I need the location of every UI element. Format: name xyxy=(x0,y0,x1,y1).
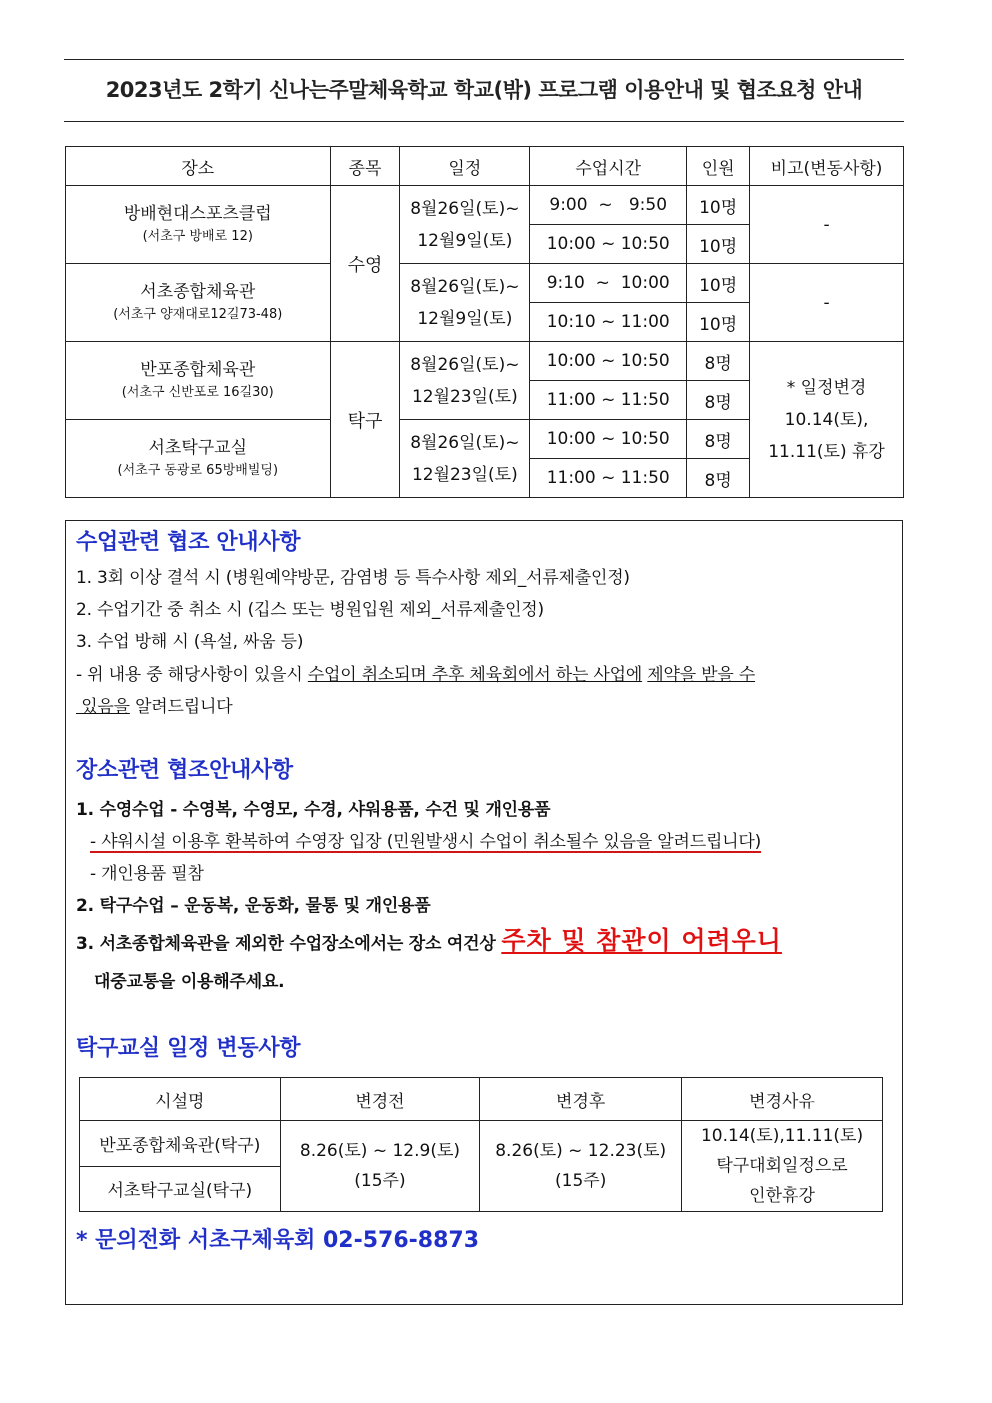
count-cell: 10명 xyxy=(687,264,750,303)
time-cell: 10:00 ~ 10:50 xyxy=(530,225,687,264)
date-end: 12월23일(토) xyxy=(411,386,518,407)
change-header-row xyxy=(80,1078,883,1121)
count-cell: 8명 xyxy=(687,420,750,459)
count-cell: 10명 xyxy=(687,186,750,225)
facility-cell: 서초탁구교실(탁구) xyxy=(80,1166,281,1212)
date-start: 8월26일(토)~ xyxy=(410,276,520,297)
date-end: 12월23일(토) xyxy=(411,464,518,485)
place-cell xyxy=(66,342,331,420)
note-cell: - xyxy=(750,186,904,264)
place-cell xyxy=(66,264,331,342)
place-name: 서초탁구교실 xyxy=(148,437,248,458)
date-start: 8월26일(토)~ xyxy=(410,354,520,375)
after-weeks: (15주) xyxy=(555,1171,607,1191)
place-name: 방배현대스포츠클럽 xyxy=(123,203,272,224)
before-cell xyxy=(280,1121,480,1212)
parking-warning: 주차 및 참관이 어려우니 xyxy=(501,926,782,955)
note-cell: - xyxy=(750,264,904,342)
header-dates: 일정 xyxy=(400,147,530,186)
place-address: (서초구 신반포로 16길30) xyxy=(121,384,274,400)
place-address: (서초구 양재대로12길73-48) xyxy=(113,306,283,322)
after-cell xyxy=(480,1121,682,1212)
facility-cell: 반포종합체육관(탁구) xyxy=(80,1121,281,1167)
place-notice-item xyxy=(76,921,782,957)
place-cell xyxy=(66,420,331,498)
dates-cell xyxy=(400,186,530,264)
reason-line: 인한휴강 xyxy=(749,1186,815,1206)
time-cell: 9:10 ~ 10:00 xyxy=(530,264,687,303)
count-cell: 8명 xyxy=(687,342,750,381)
place-name: 서초종합체육관 xyxy=(140,281,256,302)
place-notice-subitem: - 개인용품 필참 xyxy=(90,864,204,884)
warning-underlined: 수업이 취소되며 추후 체육회에서 하는 사업에 xyxy=(307,665,643,685)
dates-cell xyxy=(400,342,530,420)
parking-prefix: 3. 서초종합체육관을 제외한 수업장소에서는 장소 여건상 xyxy=(76,934,502,954)
date-start: 8월26일(토)~ xyxy=(410,198,520,219)
date-end: 12월9일(토) xyxy=(417,308,513,329)
note-line: * 일정변경 xyxy=(786,377,867,398)
reason-cell xyxy=(682,1121,883,1212)
schedule-header-row xyxy=(66,147,904,186)
before-weeks: (15주) xyxy=(354,1171,406,1191)
date-end: 12월9일(토) xyxy=(417,230,513,251)
place-address: (서초구 방배로 12) xyxy=(142,228,253,244)
place-name: 반포종합체육관 xyxy=(140,359,256,380)
count-cell: 10명 xyxy=(687,225,750,264)
after-range: 8.26(토) ~ 12.23(토) xyxy=(495,1141,667,1161)
header-before: 변경전 xyxy=(280,1078,480,1121)
place-notice-item: 1. 수영수업 - 수영복, 수영모, 수경, 샤워용품, 수건 및 개인용품 xyxy=(76,800,551,820)
time-cell: 9:00 ~ 9:50 xyxy=(530,186,687,225)
place-notice-subitem xyxy=(90,827,761,852)
time-cell: 10:10 ~ 11:00 xyxy=(530,303,687,342)
class-notice-warning xyxy=(76,659,896,723)
change-notice-heading: 탁구교실 일정 변동사항 xyxy=(76,1036,301,1061)
top-rule xyxy=(64,59,904,60)
place-notice-heading: 장소관련 협조안내사항 xyxy=(76,758,293,783)
place-notice-item: 2. 탁구수업 – 운동복, 운동화, 물통 및 개인용품 xyxy=(76,896,431,916)
dates-cell xyxy=(400,420,530,498)
reason-line: 탁구대회일정으로 xyxy=(716,1156,848,1176)
before-range: 8.26(토) ~ 12.9(토) xyxy=(299,1141,461,1161)
time-cell: 11:00 ~ 11:50 xyxy=(530,381,687,420)
header-note: 비고(변동사항) xyxy=(750,147,904,186)
title-rule xyxy=(64,121,904,122)
date-start: 8월26일(토)~ xyxy=(410,432,520,453)
time-cell: 10:00 ~ 10:50 xyxy=(530,420,687,459)
warning-underlined: 제약을 받을 수 xyxy=(647,665,756,685)
header-reason: 변경사유 xyxy=(682,1078,883,1121)
table-row xyxy=(66,342,904,381)
note-cell xyxy=(750,342,904,498)
count-cell: 8명 xyxy=(687,459,750,498)
warning-prefix: - 위 내용 중 해당사항이 있을시 xyxy=(76,665,308,685)
change-table xyxy=(79,1077,883,1212)
time-cell: 10:00 ~ 10:50 xyxy=(530,342,687,381)
place-notice-continuation: 대중교통을 이용해주세요. xyxy=(94,972,285,992)
class-notice-item: 1. 3회 이상 결석 시 (병원예약방문, 감염병 등 특수사항 제외_서류제출인정) xyxy=(76,568,630,588)
contact-footer: * 문의전화 서초구체육회 02-576-8873 xyxy=(76,1228,480,1253)
table-row xyxy=(66,186,904,225)
warning-suffix: 알려드립니다 xyxy=(129,697,233,717)
time-cell: 11:00 ~ 11:50 xyxy=(530,459,687,498)
notice-box xyxy=(65,520,903,1305)
note-line: 11.11(토) 휴강 xyxy=(768,441,885,462)
header-facility: 시설명 xyxy=(80,1078,281,1121)
place-address: (서초구 동광로 65방배빌딩) xyxy=(117,462,279,478)
note-line: 10.14(토), xyxy=(784,409,869,430)
header-count: 인원 xyxy=(687,147,750,186)
warning-underlined: 있음을 xyxy=(76,697,130,717)
class-notice-heading: 수업관련 협조 안내사항 xyxy=(76,530,301,555)
table-row xyxy=(80,1121,883,1167)
dates-cell xyxy=(400,264,530,342)
schedule-table xyxy=(65,146,904,498)
place-cell xyxy=(66,186,331,264)
header-place: 장소 xyxy=(66,147,331,186)
class-notice-item: 2. 수업기간 중 취소 시 (깁스 또는 병원입원 제외_서류제출인정) xyxy=(76,600,544,620)
sport-cell: 탁구 xyxy=(330,342,400,498)
count-cell: 10명 xyxy=(687,303,750,342)
shower-warning: - 샤워시설 이용후 환복하여 수영장 입장 (민원발생시 수업이 취소될수 있음을 알려드립니다) xyxy=(90,832,762,852)
sport-cell: 수영 xyxy=(330,186,400,342)
page-title: 2023년도 2학기 신나는주말체육학교 학교(밖) 프로그램 이용안내 및 협조요청 안내 xyxy=(105,78,863,102)
table-row xyxy=(66,264,904,303)
header-time: 수업시간 xyxy=(530,147,687,186)
count-cell: 8명 xyxy=(687,381,750,420)
reason-line: 10.14(토),11.11(토) xyxy=(700,1126,864,1146)
header-after: 변경후 xyxy=(480,1078,682,1121)
class-notice-item: 3. 수업 방해 시 (욕설, 싸움 등) xyxy=(76,632,304,652)
header-sport: 종목 xyxy=(330,147,400,186)
